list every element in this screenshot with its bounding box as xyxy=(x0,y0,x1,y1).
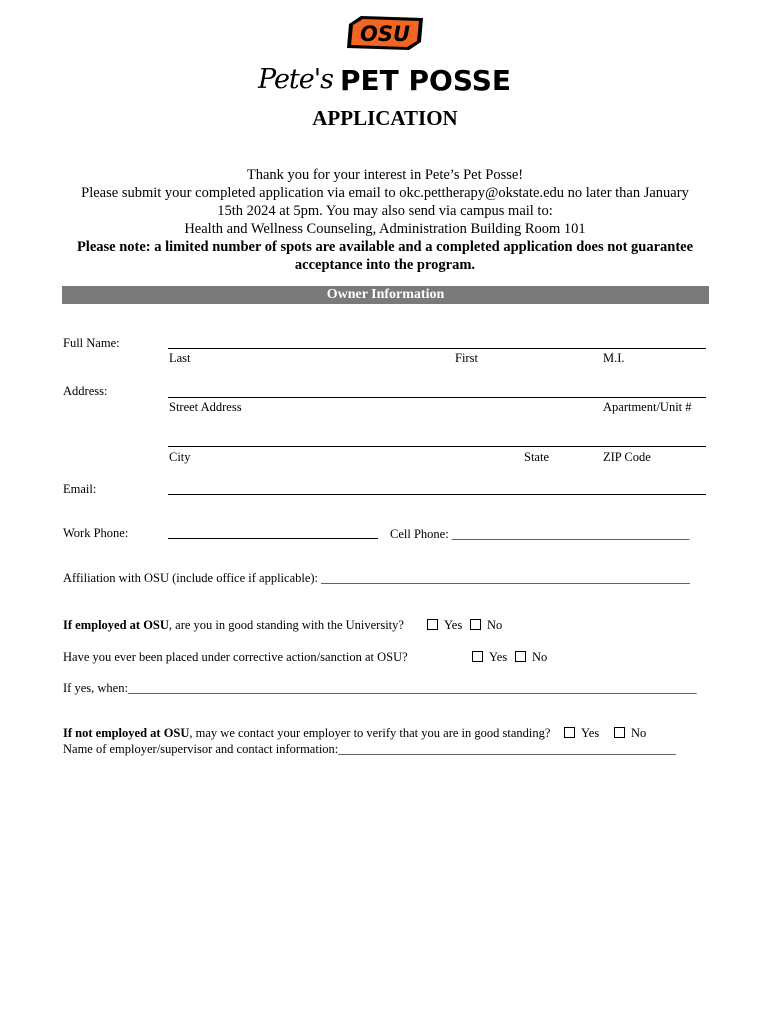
last-name-caption: Last xyxy=(169,351,191,365)
corrective-no-option[interactable] xyxy=(515,650,547,665)
checkbox-icon[interactable] xyxy=(614,727,625,738)
corrective-yes-option[interactable] xyxy=(472,650,507,665)
note-line: acceptance into the program. xyxy=(294,257,476,273)
checkbox-icon[interactable] xyxy=(564,727,575,738)
option-label: No xyxy=(487,618,503,632)
affiliation-field[interactable]: Affiliation with OSU (include office if applicable): ___________________________________________________________ xyxy=(63,571,690,585)
good-standing-rest: , are you in good standing with the University? xyxy=(168,618,404,632)
checkbox-icon[interactable] xyxy=(515,651,526,662)
full-name-label: Full Name: xyxy=(63,336,120,350)
cell-phone-label[interactable]: Cell Phone: ______________________________________ xyxy=(390,527,690,541)
intro-line: Health and Wellness Counseling, Administration Building Room 101 xyxy=(184,221,586,237)
option-label: Yes xyxy=(444,618,463,632)
state-caption: State xyxy=(524,450,549,464)
contact-employer-no-option[interactable] xyxy=(614,726,646,741)
good-standing-bold: If employed at OSU xyxy=(63,618,169,632)
full-name-field[interactable] xyxy=(168,348,706,349)
option-label: No xyxy=(631,726,647,740)
apartment-caption: Apartment/Unit # xyxy=(603,400,692,414)
option-label: Yes xyxy=(489,650,508,664)
good-standing-no-option[interactable] xyxy=(470,618,502,633)
contact-employer-bold: If not employed at OSU xyxy=(63,726,190,740)
brand-wordmark xyxy=(258,64,514,98)
brand-script-text: Pete's xyxy=(258,64,334,95)
osu-logo xyxy=(343,14,427,52)
street-address-caption: Street Address xyxy=(169,400,242,414)
intro-line: Thank you for your interest in Pete’s Pet Posse! xyxy=(246,167,524,183)
option-label: No xyxy=(532,650,548,664)
intro-line: 15th 2024 at 5pm. You may also send via campus mail to: xyxy=(217,203,553,219)
note-line: Please note: a limited number of spots are available and a completed application does not guarantee xyxy=(76,239,694,255)
contact-employer-question xyxy=(63,726,550,741)
work-phone-field[interactable] xyxy=(168,538,378,539)
good-standing-yes-option[interactable] xyxy=(427,618,462,633)
page-title: APPLICATION xyxy=(312,106,458,130)
middle-initial-caption: M.I. xyxy=(603,351,625,365)
city-state-zip-field[interactable] xyxy=(168,446,706,447)
contact-employer-rest: , may we contact your employer to verify that you are in good standing? xyxy=(189,726,551,740)
city-caption: City xyxy=(169,450,191,464)
email-field[interactable] xyxy=(168,494,706,495)
street-address-field[interactable] xyxy=(168,397,706,398)
address-label: Address: xyxy=(63,384,108,398)
osu-logo-icon xyxy=(343,14,427,52)
option-label: Yes xyxy=(581,726,600,740)
logo-text: OSU xyxy=(359,22,411,46)
if-yes-when-field[interactable]: If yes, when:___________________________________________________________________________________________ xyxy=(63,681,697,695)
intro-line: Please submit your completed application via email to okc.pettherapy@okstate.edu no later than January xyxy=(81,185,689,201)
brand-bold-text: PET POSSE xyxy=(340,64,512,97)
corrective-action-question: Have you ever been placed under corrective action/sanction at OSU? xyxy=(63,650,408,664)
first-name-caption: First xyxy=(455,351,478,365)
work-phone-label: Work Phone: xyxy=(63,526,129,540)
section-header-owner-information: Owner Information xyxy=(62,286,709,304)
intro-text xyxy=(55,166,715,238)
email-label: Email: xyxy=(63,482,97,496)
employer-info-field[interactable]: Name of employer/supervisor and contact information:______________________________________________________ xyxy=(63,742,676,756)
contact-employer-yes-option[interactable] xyxy=(564,726,599,741)
checkbox-icon[interactable] xyxy=(427,619,438,630)
checkbox-icon[interactable] xyxy=(470,619,481,630)
zip-caption: ZIP Code xyxy=(603,450,651,464)
good-standing-question xyxy=(63,618,404,633)
checkbox-icon[interactable] xyxy=(472,651,483,662)
note-text xyxy=(55,238,715,274)
